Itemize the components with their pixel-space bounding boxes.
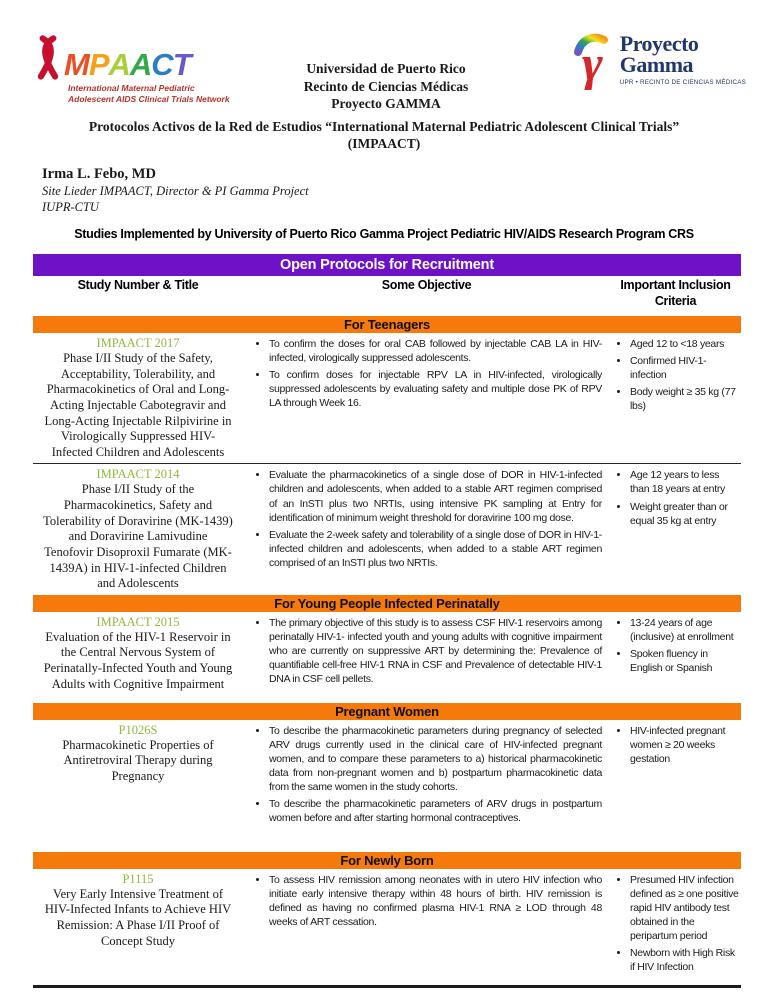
- study-title: Evaluation of the HIV-1 Reservoir in the Central Nervous System of Perinatally-Infected Youth and Young Adults with Cognitive Impairment: [43, 629, 233, 691]
- criteria-cell: [610, 720, 741, 852]
- objective-item: • Evaluate the pharmacokinetics of a single dose of DOR in HIV-1-infected children and adolescents, when added to a stable ART regimen comprised of an InSTI plus two NRTIs, using intensive PK sampling at Entry for identification of minimum weight threshold for doravirine 100 mg dose.: [269, 468, 602, 524]
- criteria-item: • Aged 12 to <18 years: [630, 337, 739, 351]
- project-line: Proyecto GAMMA: [331, 96, 441, 112]
- section-header-pregnant-women: Pregnant Women: [33, 703, 741, 720]
- criteria-cell: [610, 612, 741, 703]
- university-line: Universidad de Puerto Rico: [306, 61, 466, 76]
- study-cell: [33, 333, 243, 463]
- objective-item: • To assess HIV remission among neonates with in utero HIV infection who initiate early intensive therapy within 48 hours of birth. HIV remission is defined as having no confirmed plasma HIV-1 RNA ≥ LOD through 48 weeks of ART cessation.: [269, 873, 602, 929]
- criteria-cell: [610, 869, 741, 985]
- study-number: P1026S: [118, 722, 158, 737]
- criteria-item: • Confirmed HIV-1- infection: [630, 354, 739, 382]
- impaact-letter: M: [64, 47, 89, 82]
- criteria-item: • Spoken fluency in English or Spanish: [630, 647, 739, 675]
- aids-ribbon-icon: [34, 34, 62, 80]
- objective-item: • To describe the pharmacokinetic parameters of ARV drugs in postpartum women before and after starting hormonal contraceptives.: [269, 797, 602, 825]
- criteria-item: • Weight greater than or equal 35 kg at entry: [630, 500, 739, 528]
- svg-text:γ: γ: [581, 35, 603, 90]
- study-title: Phase I/II Study of the Safety, Acceptability, Tolerability, and Pharmacokinetics of Oral and Long-Acting Injectable Cabotegravir and Long-Acting Injectable Rilpivirine in Virologically Suppressed HIV-Infected Children and Adolescents: [44, 351, 232, 459]
- section-header-teenagers: For Teenagers: [33, 316, 741, 333]
- study-title: Phase I/II Study of the Pharmacokinetics, Safety and Tolerability of Doravirine (MK-1439) and Doravirine Lamivudine Tenofovir Disoproxil Fumarate (MK-1439A) in HIV-1-infected Children and Adolescents: [43, 482, 233, 591]
- column-header-study: Study Number & Title: [77, 278, 199, 292]
- table-row-impaact-2017: [33, 333, 741, 464]
- study-cell: [33, 720, 243, 852]
- objectives-cell: [243, 464, 610, 594]
- study-number: IMPAACT 2015: [96, 614, 180, 629]
- campus-line: Recinto de Ciencias Médicas: [303, 78, 469, 94]
- objectives-cell: [243, 869, 610, 985]
- author-role: Site Lieder IMPAACT, Director & PI Gamma Project: [42, 184, 309, 198]
- impaact-letter: C: [151, 47, 173, 82]
- gamma-tagline: UPR • RECINTO DE CIENCIAS MÉDICAS: [619, 78, 746, 86]
- objective-item: • To confirm the doses for oral CAB followed by injectable CAB LA in HIV-infected, virologically suppressed adolescents.: [269, 337, 602, 365]
- criteria-item: • Newborn with High Risk if HIV Infection: [630, 946, 739, 974]
- criteria-cell: [610, 464, 741, 594]
- criteria-item: • Body weight ≥ 35 kg (77 lbs): [630, 385, 739, 413]
- study-number: IMPAACT 2017: [96, 336, 180, 350]
- gamma-name-line2: Gamma: [619, 52, 694, 78]
- impaact-letter: P: [88, 47, 109, 82]
- author-block: [42, 166, 309, 216]
- objective-item: • Evaluate the 2-week safety and tolerability of a single dose of DOR in HIV-1-infected children and adolescents, when added to a stable ART regimen comprised of an InSTI plus two NRTIs.: [269, 528, 602, 570]
- author-organization: IUPR-CTU: [42, 200, 99, 215]
- proyecto-gamma-logo: [570, 30, 746, 90]
- study-number: P1115: [122, 871, 154, 886]
- table-row-impaact-2014: [33, 464, 741, 594]
- protocols-table: [33, 254, 741, 988]
- objective-item: • To confirm doses for injectable RPV LA in HIV-infected, virologically suppressed adolescents by evaluating safety and multiple dose PK of RPV LA through Week 16.: [269, 368, 602, 410]
- gamma-name-line1: Proyecto: [619, 31, 699, 57]
- document-title: [0, 119, 768, 153]
- study-cell: [33, 869, 243, 985]
- objectives-cell: [243, 333, 610, 463]
- criteria-item: • 13-24 years of age (inclusive) at enrollment: [630, 616, 739, 644]
- table-banner: Open Protocols for Recruitment: [33, 254, 741, 276]
- institution-header: [214, 60, 558, 113]
- objectives-cell: [243, 720, 610, 852]
- objective-item: • The primary objective of this study is to assess CSF HIV-1 reservoirs among perinatally HIV-1- infected youth and young adults with cognitive impairment who are currently on suppressive ART by determining the: Prevalence of quantifiable cell-free HIV-1 RNA in CSF and Prevalence of detectable HIV-1 DNA in CSF cell pellets.: [269, 616, 602, 686]
- objectives-cell: [243, 612, 610, 703]
- criteria-item: • Presumed HIV infection defined as ≥ one positive rapid HIV antibody test obtained in the peripartum period: [630, 873, 739, 943]
- column-header-objective: Some Objective: [381, 278, 472, 292]
- study-cell: [33, 464, 243, 594]
- gamma-logo-text: [619, 31, 746, 86]
- criteria-item: • HIV-infected pregnant women ≥ 20 weeks gestation: [630, 724, 739, 766]
- study-cell: [33, 612, 243, 703]
- impaact-tagline-line1: International Maternal Pediatric: [68, 83, 195, 93]
- criteria-item: • Age 12 years to less than 18 years at entry: [630, 468, 739, 496]
- table-row-p1115: [33, 869, 741, 985]
- table-header-row: [33, 276, 741, 316]
- study-number: IMPAACT 2014: [96, 467, 180, 482]
- impaact-tagline-line2: Adolescent AIDS Clinical Trials Network: [68, 93, 230, 104]
- column-header-criteria: Important Inclusion Criteria: [620, 278, 731, 308]
- criteria-cell: [610, 333, 741, 463]
- document-title-line2: (IMPAACT): [347, 135, 421, 151]
- section-header-perinatal: For Young People Infected Perinatally: [33, 595, 741, 612]
- impaact-letter: A: [108, 47, 130, 82]
- document-title-line1: Protocolos Activos de la Red de Estudios “International Maternal Pediatric Adolescent Clinical Trials”: [88, 119, 680, 134]
- impaact-letter: A: [129, 47, 152, 82]
- studies-subtitle: Studies Implemented by University of Puerto Rico Gamma Project Pediatric HIV/AIDS Research Program CRS: [74, 227, 694, 241]
- study-title: Very Early Intensive Treatment of HIV-Infected Infants to Achieve HIV Remission: A Phase I/II Proof of Concept Study: [44, 886, 232, 948]
- impaact-letter: T: [172, 47, 191, 82]
- author-name: Irma L. Febo, MD: [42, 166, 156, 182]
- gamma-icon: [570, 30, 618, 90]
- table-row-impaact-2015: [33, 612, 741, 703]
- study-title: Pharmacokinetic Properties of Antiretroviral Therapy during Pregnancy: [62, 737, 214, 783]
- impaact-letters: [64, 49, 191, 80]
- objective-item: • To describe the pharmacokinetic parameters during pregnancy of selected ARV drugs currently used in the clinical care of HIV-infected pregnant women, and to compare these parameters to a) historical pharmacokinetic data from non-pregnant women and b) postpartum pharmacokinetic data from the same women in the study cohorts.: [269, 724, 602, 794]
- table-row-p1026s: [33, 720, 741, 852]
- section-header-newly-born: For Newly Born: [33, 852, 741, 869]
